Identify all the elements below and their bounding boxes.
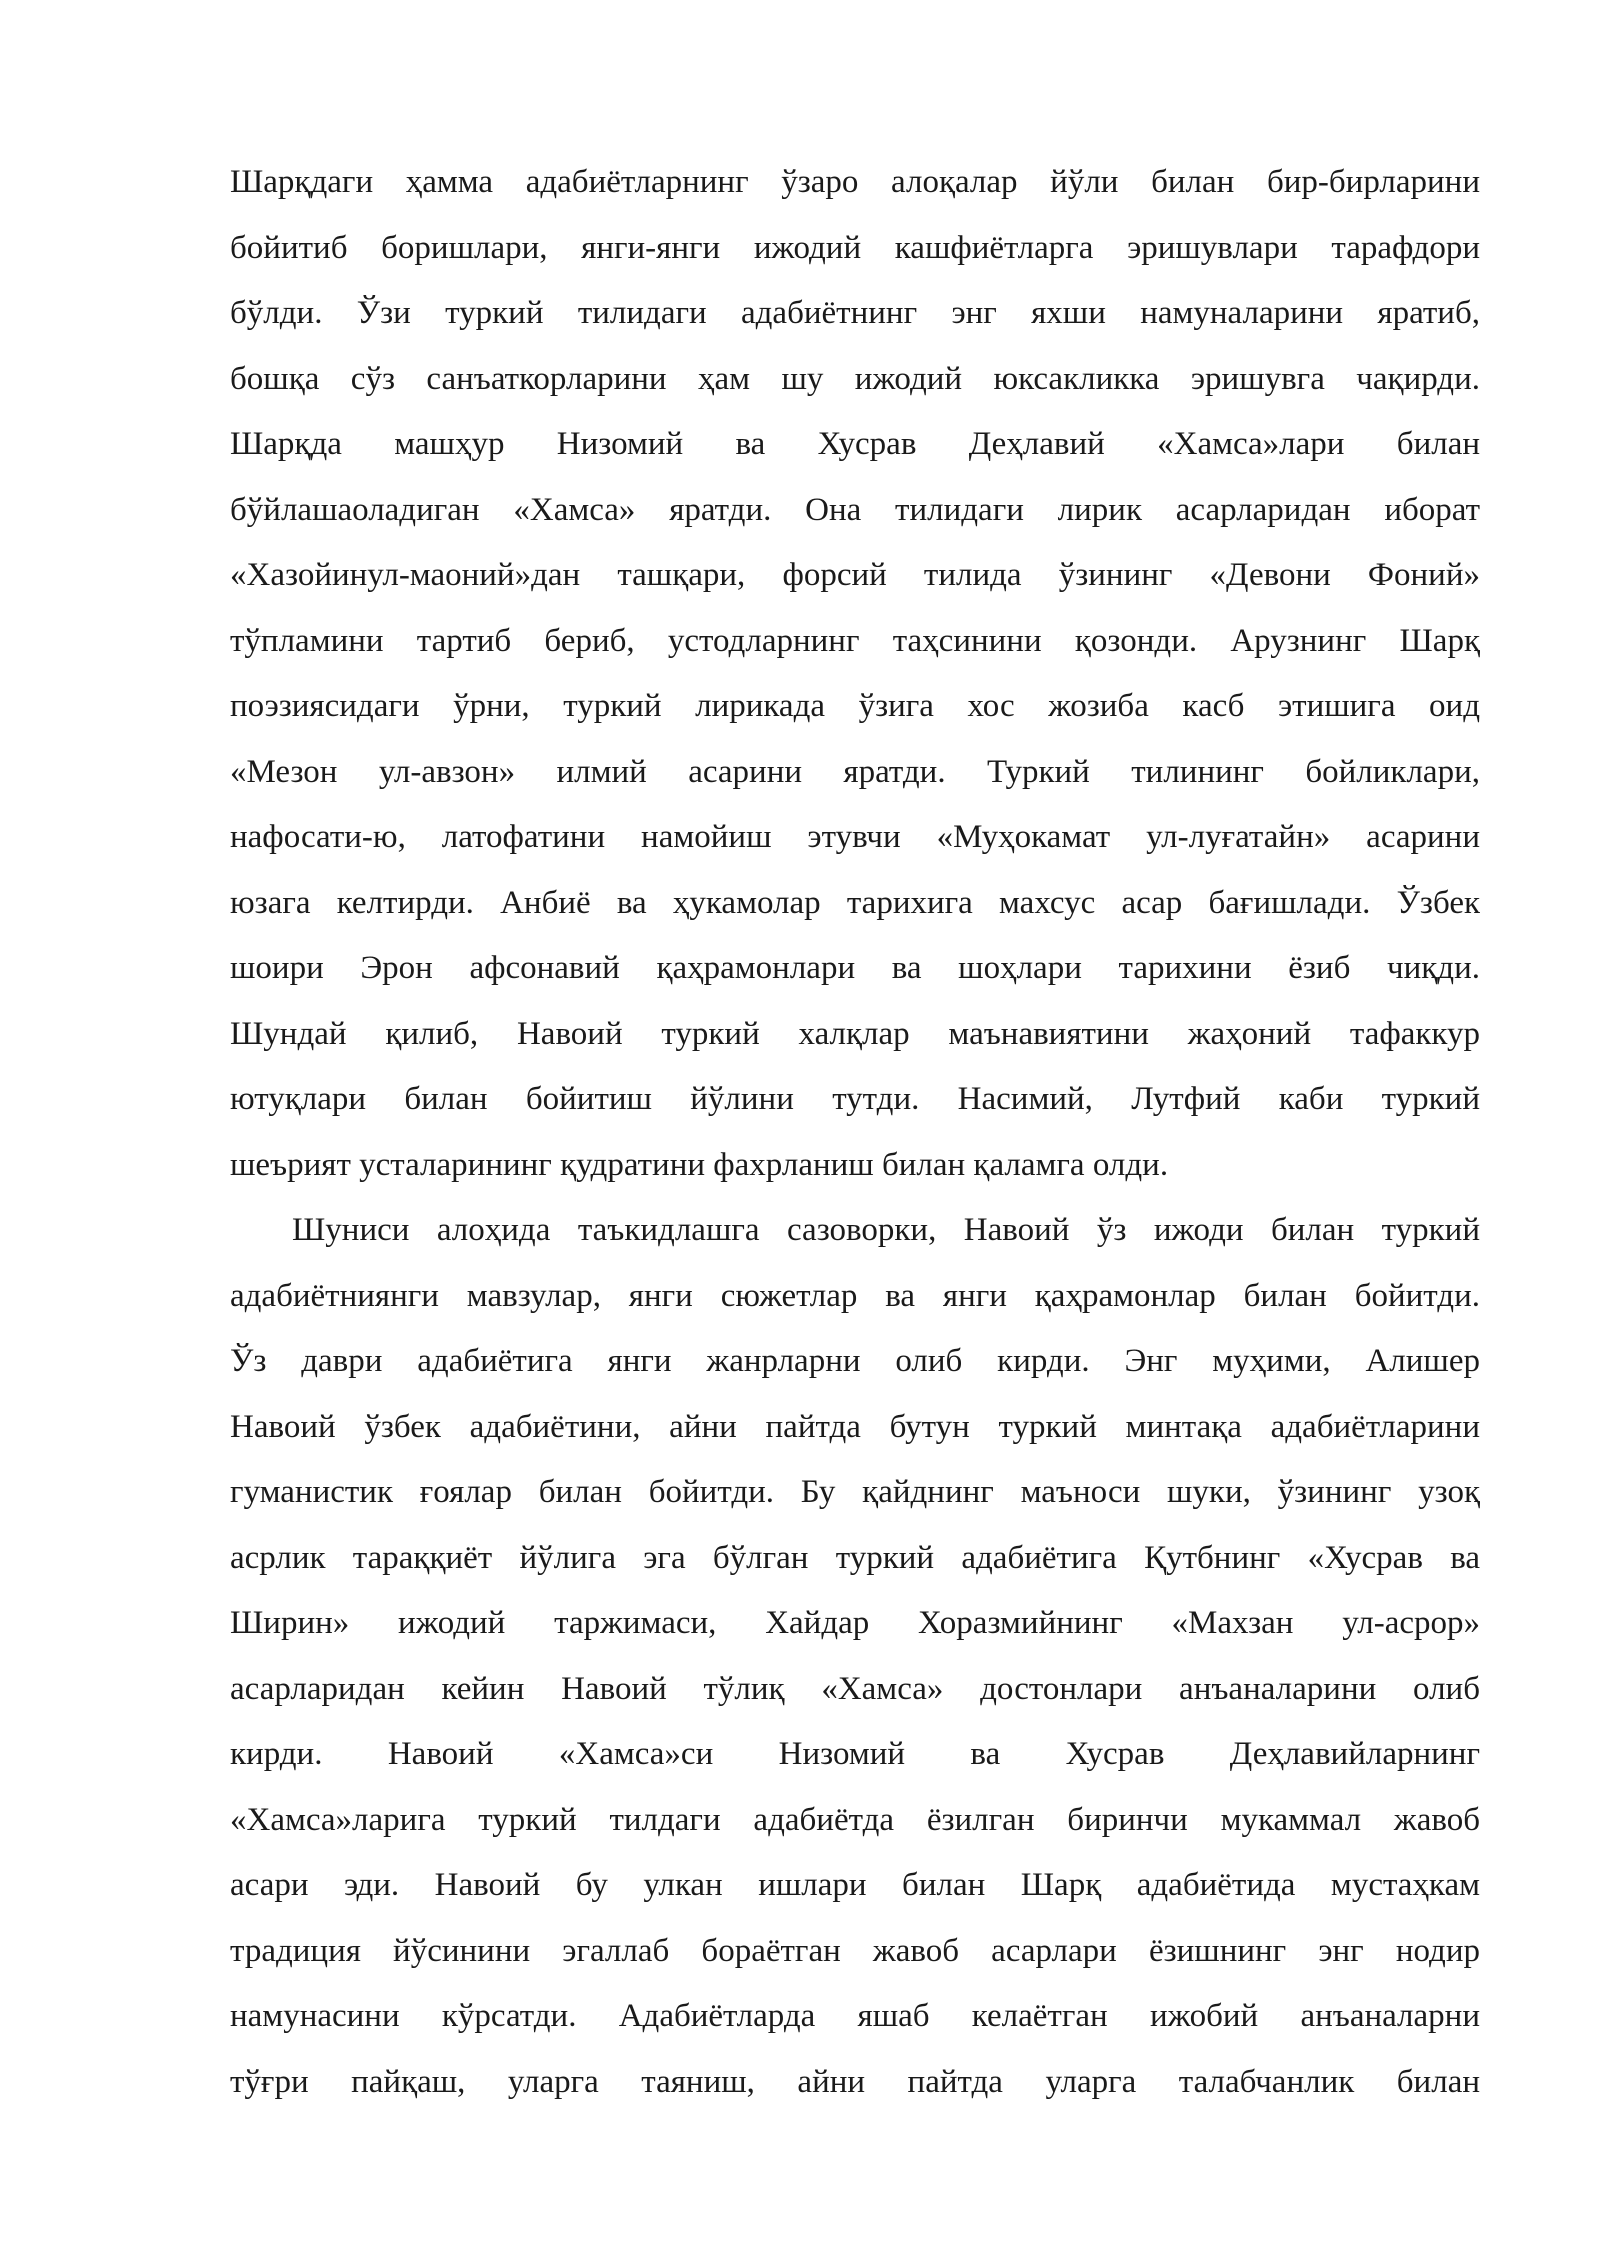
text-line: асари эди. Навоий бу улкан ишлари билан Шарқ адабиётида мустаҳкам [230,1867,1480,1903]
text-line: юзага келтирди. Анбиё ва ҳукамолар тарихига махсус асар бағишлади. Ўзбек [230,884,1480,921]
text-line: поэзиясидаги ўрни, туркий лирикада ўзига хос жозиба касб этишига оид [230,688,1480,724]
paragraph-1 [230,150,1480,1198]
paragraph-2 [230,1198,1480,2115]
text-line: Ўз даври адабиётига янги жанрларни олиб кирди. Энг муҳими, Алишер [230,1343,1480,1379]
text-line: гуманистик ғоялар билан бойитди. Бу қайднинг маъноси шуки, ўзининг узоқ [230,1474,1480,1510]
text-line: Ширин» ижодий таржимаси, Хайдар Хоразмийнинг «Махзан ул-асрор» [230,1605,1480,1641]
text-line: асарларидан кейин Навоий тўлиқ «Хамса» достонлари анъаналарини олиб [230,1670,1480,1707]
text-line: Шундай қилиб, Навоий туркий халқлар маънавиятини жаҳоний тафаккур [230,1015,1480,1052]
text-line: тўғри пайқаш, уларга таяниш, айни пайтда уларга талабчанлик билан [230,2063,1480,2100]
text-line: намунасини кўрсатди. Адабиётларда яшаб келаётган ижобий анъаналарни [230,1998,1480,2034]
text-line: асрлик тараққиёт йўлига эга бўлган туркий адабиётига Қутбнинг «Хусрав ва [230,1539,1480,1576]
text-line: Навоий ўзбек адабиётини, айни пайтда бутун туркий минтақа адабиётларини [230,1408,1480,1445]
body-text [230,150,1480,2115]
text-line: кирди. Навоий «Хамса»си Низомий ва Хусрав Деҳлавийларнинг [230,1736,1480,1772]
text-line: Шарқда машҳур Низомий ва Хусрав Деҳлавий «Хамса»лари билан [230,426,1480,462]
text-line: бўйлашаоладиган «Хамса» яратди. Она тилидаги лирик асарларидан иборат [230,491,1480,528]
text-line: шеърият усталарининг қудратини фахрланиш билан қаламга олди. [230,1146,1169,1183]
text-line: бошқа сўз санъаткорларини ҳам шу ижодий юксакликка эришувга чақирди. [230,360,1480,397]
text-line: шоири Эрон афсонавий қаҳрамонлари ва шоҳлари тарихини ёзиб чиқди. [230,950,1480,986]
text-line: Шарқдаги ҳамма адабиётларнинг ўзаро алоқалар йўли билан бир-бирларини [230,164,1480,200]
text-line: Шуниси алоҳида таъкидлашга сазоворки, Навоий ўз ижоди билан туркий [292,1212,1480,1248]
text-line: бойитиб боришлари, янги-янги ижодий кашфиётларга эришувлари тарафдори [230,229,1480,266]
text-line: ютуқлари билан бойитиш йўлини тутди. Насимий, Лутфий каби туркий [230,1081,1480,1117]
text-line: бўлди. Ўзи туркий тилидаги адабиётнинг энг яхши намуналарини яратиб, [230,295,1480,331]
text-line: «Мезон ул-авзон» илмий асарини яратди. Туркий тилининг бойликлари, [230,753,1480,790]
text-line: тўпламини тартиб бериб, устодларнинг таҳсинини қозонди. Арузнинг Шарқ [230,622,1480,659]
text-line: «Хамса»ларига туркий тилдаги адабиётда ёзилган биринчи мукаммал жавоб [230,1801,1480,1838]
text-line: «Хазойинул-маоний»дан ташқари, форсий тилида ўзининг «Девони Фоний» [230,557,1480,593]
text-line: адабиётниянги мавзулар, янги сюжетлар ва янги қаҳрамонлар билан бойитди. [230,1277,1480,1314]
text-line: традиция йўсинини эгаллаб бораётган жавоб асарлари ёзишнинг энг нодир [230,1932,1480,1969]
text-line: нафосати-ю, латофатини намойиш этувчи «Муҳокамат ул-луғатайн» асарини [230,819,1480,855]
